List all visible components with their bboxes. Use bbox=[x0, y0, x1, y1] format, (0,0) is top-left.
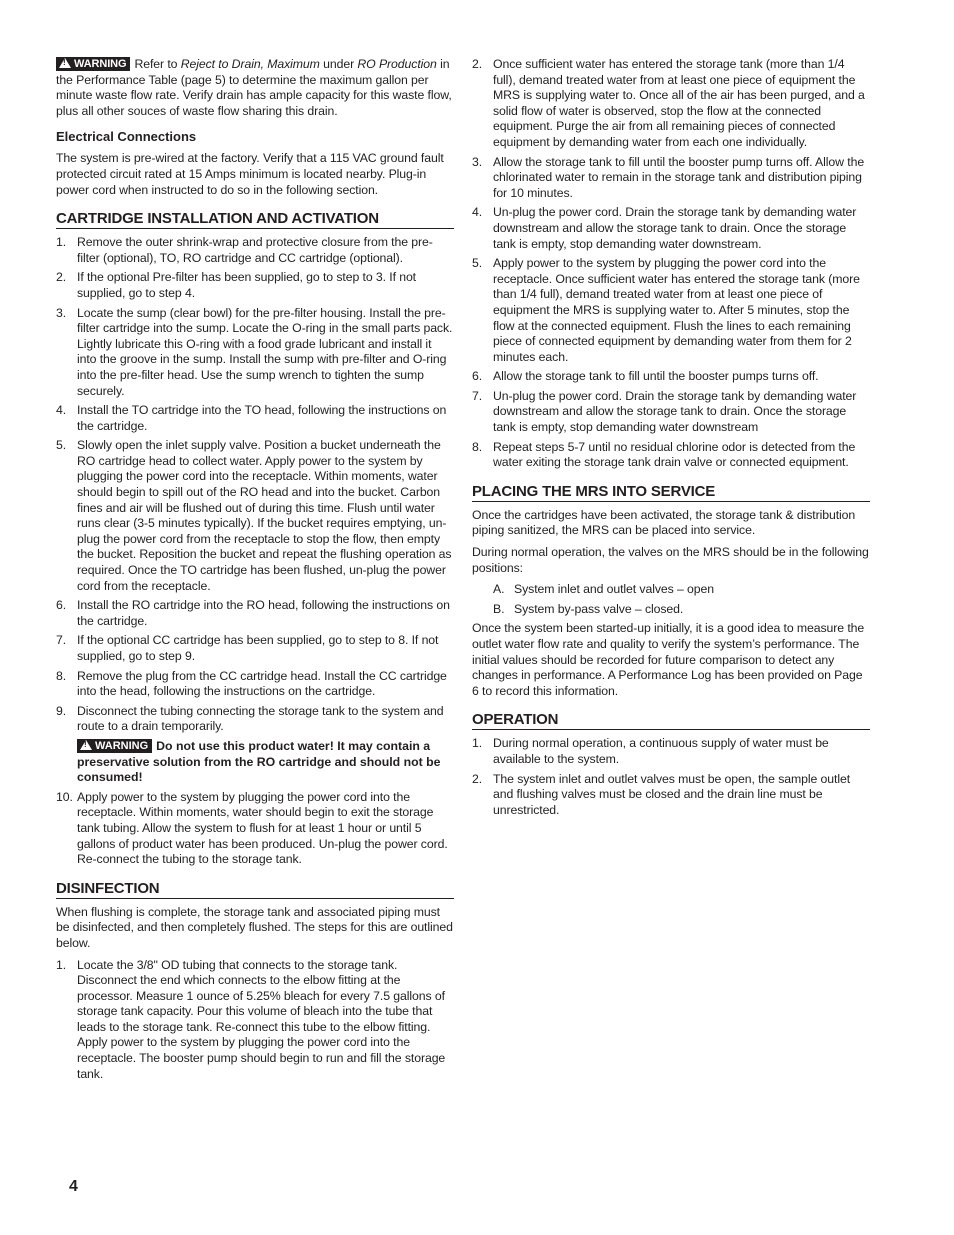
list-item: A. System inlet and outlet valves – open bbox=[493, 582, 715, 597]
disinfection-heading: DISINFECTION bbox=[56, 880, 454, 899]
warning-triangle-icon bbox=[59, 58, 71, 68]
list-item: 7. If the optional CC cartridge has been supplied, go to step to 8. If not supplied, go to step 9. bbox=[56, 633, 439, 663]
warning-badge: !WARNING bbox=[56, 57, 130, 71]
electrical-text: The system is pre-wired at the factory. Verify that a 115 VAC ground fault protected circuit rated at 15 Amps minimum is located nearby. Plug-in power cord when instructed to do so in the following section. bbox=[56, 151, 444, 197]
warning-badge: !WARNING bbox=[77, 739, 152, 753]
electrical-heading: Electrical Connections bbox=[56, 129, 197, 145]
warning-triangle-icon bbox=[80, 740, 92, 750]
list-item: 2. If the optional Pre-filter has been supplied, go to step to 3. If not supplied, go to step 4. bbox=[56, 270, 416, 300]
list-item: 1. Remove the outer shrink-wrap and protective closure from the pre-filter (optional), TO, RO cartridge and CC cartridge (optional). bbox=[56, 235, 433, 265]
list-item: B. System by-pass valve – closed. bbox=[493, 601, 684, 616]
cartridge-steps-continued bbox=[56, 790, 454, 868]
list-item: 1. During normal operation, a continuous supply of water must be available to the system. bbox=[472, 736, 829, 766]
list-item: 7. Un-plug the power cord. Drain the storage tank by demanding water downstream and allow the storage tank to drain. Once the storage tank is empty, stop demanding water downstream bbox=[472, 388, 857, 435]
list-item: 8. Remove the plug from the CC cartridge head. Install the CC cartridge into the head, following the instructions on the cartridge. bbox=[56, 668, 447, 699]
disinfection-intro: When flushing is complete, the storage tank and associated piping must be disinfected, and then completely flushed. The steps for this are outlined below. bbox=[56, 904, 453, 950]
list-item: 6. Allow the storage tank to fill until the booster pumps turns off. bbox=[472, 369, 819, 384]
list-item: 5. Apply power to the system by plugging the power cord into the receptacle. Once sufficient water has entered the storage tank (more than 1/4 full), demand treated water from at least one piece of equipment the MRS is supplying water to. After 5 minutes, stop the flow at the connected equipment. Flush the lines to each remaining piece of connected equipment by demanding water from them for 2 minutes each. bbox=[472, 256, 860, 364]
placing-p1: Once the cartridges have been activated, the storage tank & distribution piping sanitized, the MRS can be placed into service. bbox=[472, 507, 856, 538]
placing-heading: PLACING THE MRS INTO SERVICE bbox=[472, 483, 870, 502]
list-item: 6. Install the RO cartridge into the RO head, following the instructions on the cartridge. bbox=[56, 598, 450, 628]
list-item: 9. Disconnect the tubing connecting the storage tank to the system and route to a drain temporarily. bbox=[56, 703, 444, 734]
list-item: 4. Install the TO cartridge into the TO head, following the instructions on the cartridge. bbox=[56, 403, 447, 433]
list-item: 8. Repeat steps 5-7 until no residual chlorine odor is detected from the water exiting the storage tank drain valve or connected equipment. bbox=[472, 439, 856, 470]
operation-heading: OPERATION bbox=[472, 711, 870, 730]
list-item: 1. Locate the 3/8" OD tubing that connects to the storage tank. Disconnect the end which connects to the elbow fitting at the processor. Measure 1 ounce of 5.25% bleach for every 7.5 gallons of storage tank capacity. Pour this volume of bleach into the tube that leads to the storage tank. Re-connect this tube to the elbow fitting. Apply power to the system by plugging the power cord into the receptacle. The booster pump should begin to run and fill the storage tank. bbox=[56, 957, 446, 1081]
page-number: 4 bbox=[69, 1178, 78, 1195]
operation-steps bbox=[472, 736, 870, 818]
placing-p2: During normal operation, the valves on the MRS should be in the following positions: bbox=[472, 545, 869, 575]
placing-p3: Once the system been started-up initially, it is a good idea to measure the outlet water flow rate and quality to verify the system’s performance. The initial values should be recorded for future comparison to detect any changes in performance. A Performance Log has been provided on Page 6 to record this information. bbox=[472, 621, 865, 698]
cartridge-steps bbox=[56, 235, 454, 735]
cartridge-heading: CARTRIDGE INSTALLATION AND ACTIVATION bbox=[56, 210, 454, 229]
right-column bbox=[472, 57, 870, 822]
list-item: 2. Once sufficient water has entered the storage tank (more than 1/4 full), demand treated water from at least one piece of equipment the MRS is supplying water to. Once all of the air has been purged, and a solid flow of water is observed, stop the flow at the connected equipment. Purge the air from all remaining pieces of connected equipment by demanding water from each one individually. bbox=[472, 57, 865, 149]
intro-warning-paragraph: !WARNING Refer to Reject to Drain, Maximum under RO Production in the Performance Table (page 5) to determine the maximum gallon per minute waste flow rate. Verify drain has ample capacity for this waste flow, plus all other souces of waste flow sharing this drain. bbox=[56, 57, 454, 119]
list-item: 4. Un-plug the power cord. Drain the storage tank by demanding water downstream and allow the storage tank to drain. Once the storage tank is empty, stop demanding water downstream. bbox=[472, 205, 857, 251]
list-item: 3. Locate the sump (clear bowl) for the pre-filter housing. Install the pre-filter cartridge into the sump. Locate the O-ring in the small parts pack. Lightly lubricate this O-ring with a food grade lubricant and install it into the groove in the sump. Install the sump with pre-filter and O-ring into the pre-filter head. Use the sump wrench to tighten the sump securely. bbox=[56, 305, 453, 398]
disinfection-steps-left bbox=[56, 958, 454, 1083]
disinfection-steps-right bbox=[472, 57, 870, 471]
left-column bbox=[56, 57, 454, 1086]
list-item: 5. Slowly open the inlet supply valve. Position a bucket underneath the RO cartridge head to collect water. Apply power to the system by plugging the power cord into the receptacle. Within moments, water should begin to spill out of the RO head and into the bucket. Carbon fines and air will be flushed out of during this time. Flush until water runs clear (3-5 minutes typically). If the bucket requires emptying, un-plug the power cord from the receptacle to stop the flow, then empty the bucket. Reposition the bucket and repeat the flushing operation as required. Once the TO cartridge has been flushed, un-plug the power cord from the receptacle. bbox=[56, 438, 452, 593]
preservative-warning: !WARNING Do not use this product water! It may contain a preservative solution from the RO cartridge and should not be consumed! bbox=[77, 739, 454, 786]
list-item: 2. The system inlet and outlet valves must be open, the sample outlet and flushing valves must be closed and the drain line must be unrestricted. bbox=[472, 771, 851, 817]
list-item: 10. Apply power to the system by plugging the power cord into the receptacle. Within moments, water should begin to exit the storage tank tubing. Allow the system to flush for at least 1 hour or until 5 gallons of product water has been produced. Un-plug the power cord. Re-connect the tubing to the storage tank. bbox=[56, 789, 448, 867]
valve-positions bbox=[472, 582, 870, 617]
list-item: 3. Allow the storage tank to fill until the booster pump turns off. Allow the chlorinated water to remain in the storage tank and distribution piping for 10 minutes. bbox=[472, 154, 865, 200]
